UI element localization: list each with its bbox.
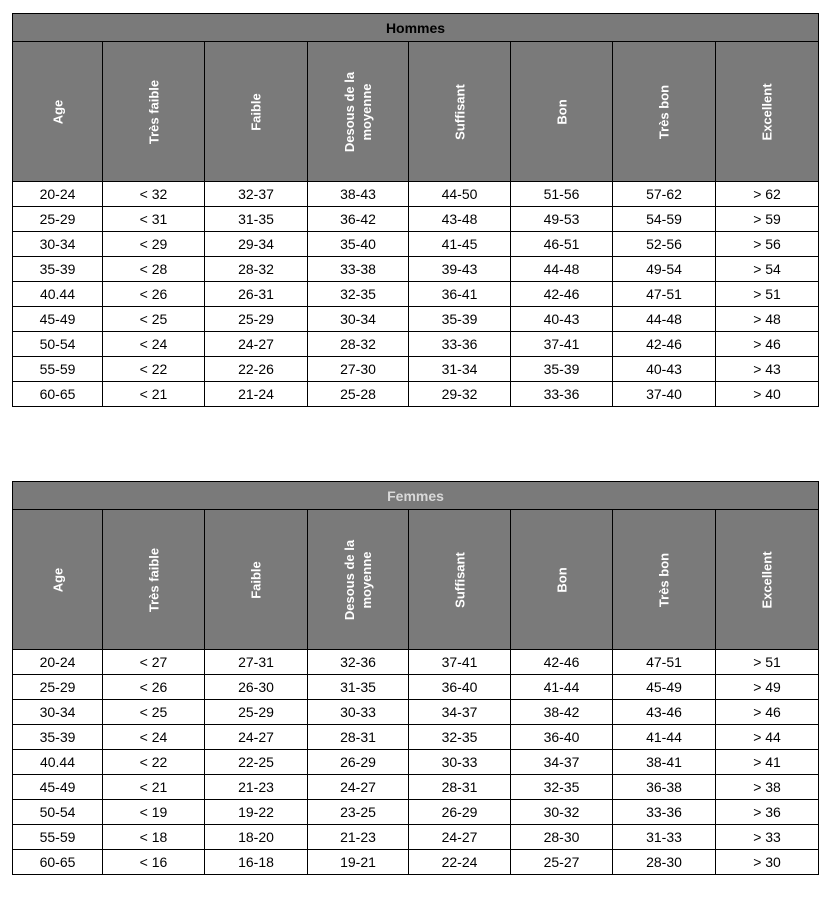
femmes-column-header-label: Excellent: [759, 550, 775, 609]
score-cell: 43-48: [409, 207, 511, 232]
score-cell: 37-41: [409, 650, 511, 675]
hommes-table: [12, 13, 819, 407]
table-row: [13, 382, 819, 407]
table-row: [13, 182, 819, 207]
femmes-column-header: [205, 510, 308, 650]
score-cell: 26-31: [205, 282, 308, 307]
hommes-column-header: [716, 42, 819, 182]
hommes-body: [13, 182, 819, 407]
age-cell: 55-59: [13, 357, 103, 382]
age-cell: 55-59: [13, 825, 103, 850]
table-row: [13, 850, 819, 875]
score-cell: 28-30: [613, 850, 716, 875]
score-cell: 42-46: [511, 650, 613, 675]
score-cell: > 54: [716, 257, 819, 282]
score-cell: 37-40: [613, 382, 716, 407]
table-row: [13, 207, 819, 232]
femmes-column-header: [613, 510, 716, 650]
score-cell: 41-45: [409, 232, 511, 257]
hommes-column-header-label: Faible: [248, 92, 264, 131]
score-cell: 22-24: [409, 850, 511, 875]
age-cell: 25-29: [13, 207, 103, 232]
age-cell: 40.44: [13, 282, 103, 307]
score-cell: > 38: [716, 775, 819, 800]
table-row: [13, 357, 819, 382]
score-cell: 32-35: [511, 775, 613, 800]
femmes-column-header: [308, 510, 409, 650]
score-cell: < 24: [103, 725, 205, 750]
score-cell: 28-32: [308, 332, 409, 357]
score-cell: 21-24: [205, 382, 308, 407]
score-cell: < 21: [103, 775, 205, 800]
score-cell: > 46: [716, 332, 819, 357]
femmes-column-header-label: Suffisant: [452, 551, 467, 608]
femmes-column-header-label: Age: [50, 567, 65, 592]
score-cell: 21-23: [205, 775, 308, 800]
score-cell: < 24: [103, 332, 205, 357]
score-cell: 34-37: [511, 750, 613, 775]
score-cell: 40-43: [511, 307, 613, 332]
score-cell: 27-31: [205, 650, 308, 675]
score-cell: 40-43: [613, 357, 716, 382]
score-cell: 19-22: [205, 800, 308, 825]
age-cell: 30-34: [13, 700, 103, 725]
age-cell: 40.44: [13, 750, 103, 775]
score-cell: 33-38: [308, 257, 409, 282]
table-row: [13, 282, 819, 307]
score-cell: 25-29: [205, 307, 308, 332]
score-cell: 46-51: [511, 232, 613, 257]
table-row: [13, 775, 819, 800]
age-cell: 60-65: [13, 382, 103, 407]
score-cell: 41-44: [613, 725, 716, 750]
hommes-column-header: [205, 42, 308, 182]
femmes-column-header-label: Bon: [554, 566, 569, 593]
score-cell: < 27: [103, 650, 205, 675]
hommes-header-row: [13, 42, 819, 182]
score-cell: 35-39: [511, 357, 613, 382]
score-cell: > 51: [716, 282, 819, 307]
age-cell: 35-39: [13, 257, 103, 282]
score-cell: 28-31: [308, 725, 409, 750]
score-cell: > 56: [716, 232, 819, 257]
score-cell: 19-21: [308, 850, 409, 875]
score-cell: 25-29: [205, 700, 308, 725]
age-cell: 50-54: [13, 332, 103, 357]
hommes-column-header-label: Bon: [554, 98, 569, 125]
score-cell: 32-35: [409, 725, 511, 750]
table-row: [13, 825, 819, 850]
score-cell: 35-39: [409, 307, 511, 332]
hommes-column-header: [13, 42, 103, 182]
score-cell: 42-46: [613, 332, 716, 357]
table-row: [13, 332, 819, 357]
score-cell: < 22: [103, 750, 205, 775]
score-cell: 22-25: [205, 750, 308, 775]
hommes-column-header-label: Age: [50, 99, 65, 124]
table-row: [13, 800, 819, 825]
score-cell: < 25: [103, 307, 205, 332]
score-cell: 44-50: [409, 182, 511, 207]
score-cell: 32-35: [308, 282, 409, 307]
score-cell: < 19: [103, 800, 205, 825]
age-cell: 20-24: [13, 650, 103, 675]
score-cell: 31-35: [308, 675, 409, 700]
table-row: [13, 750, 819, 775]
score-cell: 30-34: [308, 307, 409, 332]
score-cell: 26-29: [409, 800, 511, 825]
score-cell: 31-33: [613, 825, 716, 850]
score-cell: > 30: [716, 850, 819, 875]
score-cell: > 51: [716, 650, 819, 675]
femmes-header-row: [13, 510, 819, 650]
score-cell: 36-41: [409, 282, 511, 307]
score-cell: > 48: [716, 307, 819, 332]
score-cell: < 29: [103, 232, 205, 257]
femmes-body: [13, 650, 819, 875]
score-cell: 31-35: [205, 207, 308, 232]
femmes-column-header-label: Faible: [248, 560, 264, 599]
femmes-column-header-label: Desous de la moyenne: [342, 539, 374, 620]
score-cell: > 33: [716, 825, 819, 850]
score-cell: 38-42: [511, 700, 613, 725]
score-cell: < 32: [103, 182, 205, 207]
femmes-column-header: [409, 510, 511, 650]
score-cell: 28-31: [409, 775, 511, 800]
age-cell: 45-49: [13, 307, 103, 332]
score-cell: 16-18: [205, 850, 308, 875]
table-row: [13, 307, 819, 332]
score-cell: 43-46: [613, 700, 716, 725]
score-cell: 36-38: [613, 775, 716, 800]
score-cell: < 28: [103, 257, 205, 282]
score-cell: 44-48: [511, 257, 613, 282]
score-cell: < 25: [103, 700, 205, 725]
score-cell: 18-20: [205, 825, 308, 850]
score-cell: 41-44: [511, 675, 613, 700]
score-cell: 44-48: [613, 307, 716, 332]
score-cell: 33-36: [613, 800, 716, 825]
score-cell: 22-26: [205, 357, 308, 382]
score-cell: 33-36: [409, 332, 511, 357]
age-cell: 20-24: [13, 182, 103, 207]
score-cell: 49-54: [613, 257, 716, 282]
score-cell: > 59: [716, 207, 819, 232]
femmes-column-header: [511, 510, 613, 650]
score-cell: 24-27: [205, 725, 308, 750]
score-cell: 38-43: [308, 182, 409, 207]
femmes-title: Femmes: [13, 482, 819, 510]
score-cell: 31-34: [409, 357, 511, 382]
score-cell: 32-36: [308, 650, 409, 675]
score-cell: 37-41: [511, 332, 613, 357]
score-cell: < 16: [103, 850, 205, 875]
score-cell: 42-46: [511, 282, 613, 307]
table-row: [13, 725, 819, 750]
score-cell: < 21: [103, 382, 205, 407]
score-cell: 47-51: [613, 282, 716, 307]
score-cell: 39-43: [409, 257, 511, 282]
hommes-column-header-label: Très bon: [656, 84, 672, 139]
score-cell: 25-28: [308, 382, 409, 407]
score-cell: < 22: [103, 357, 205, 382]
femmes-column-header: [103, 510, 205, 650]
score-cell: 34-37: [409, 700, 511, 725]
table-row: [13, 232, 819, 257]
score-cell: 57-62: [613, 182, 716, 207]
age-cell: 35-39: [13, 725, 103, 750]
score-cell: 30-32: [511, 800, 613, 825]
hommes-column-header: [613, 42, 716, 182]
score-cell: 51-56: [511, 182, 613, 207]
score-cell: 30-33: [308, 700, 409, 725]
score-cell: 45-49: [613, 675, 716, 700]
score-cell: 33-36: [511, 382, 613, 407]
femmes-column-header: [13, 510, 103, 650]
score-cell: < 31: [103, 207, 205, 232]
age-cell: 30-34: [13, 232, 103, 257]
score-cell: 47-51: [613, 650, 716, 675]
score-cell: > 49: [716, 675, 819, 700]
score-cell: 36-40: [409, 675, 511, 700]
hommes-column-header: [409, 42, 511, 182]
table-row: [13, 257, 819, 282]
hommes-column-header-label: Très faible: [146, 79, 161, 144]
score-cell: 49-53: [511, 207, 613, 232]
score-cell: 28-32: [205, 257, 308, 282]
score-cell: > 41: [716, 750, 819, 775]
score-cell: 24-27: [205, 332, 308, 357]
hommes-title: Hommes: [13, 14, 819, 42]
hommes-column-header-label: Suffisant: [452, 83, 467, 140]
hommes-column-header-label: Excellent: [759, 82, 775, 141]
score-cell: 35-40: [308, 232, 409, 257]
hommes-column-header-label: Desous de la moyenne: [342, 71, 374, 152]
score-cell: < 26: [103, 675, 205, 700]
score-cell: 24-27: [308, 775, 409, 800]
score-cell: 29-34: [205, 232, 308, 257]
score-cell: > 62: [716, 182, 819, 207]
age-cell: 60-65: [13, 850, 103, 875]
score-cell: 23-25: [308, 800, 409, 825]
score-cell: > 36: [716, 800, 819, 825]
score-cell: 30-33: [409, 750, 511, 775]
table-row: [13, 700, 819, 725]
score-cell: 26-30: [205, 675, 308, 700]
age-cell: 45-49: [13, 775, 103, 800]
score-cell: > 43: [716, 357, 819, 382]
hommes-column-header: [511, 42, 613, 182]
score-cell: 32-37: [205, 182, 308, 207]
table-row: [13, 675, 819, 700]
score-cell: 26-29: [308, 750, 409, 775]
score-cell: 29-32: [409, 382, 511, 407]
score-cell: > 46: [716, 700, 819, 725]
score-cell: > 40: [716, 382, 819, 407]
score-cell: 28-30: [511, 825, 613, 850]
table-row: [13, 650, 819, 675]
score-cell: 54-59: [613, 207, 716, 232]
femmes-table: [12, 481, 819, 875]
femmes-column-header: [716, 510, 819, 650]
score-cell: 52-56: [613, 232, 716, 257]
score-cell: 38-41: [613, 750, 716, 775]
age-cell: 50-54: [13, 800, 103, 825]
score-cell: < 26: [103, 282, 205, 307]
score-cell: 24-27: [409, 825, 511, 850]
score-cell: 27-30: [308, 357, 409, 382]
femmes-column-header-label: Très bon: [656, 552, 672, 607]
score-cell: 36-40: [511, 725, 613, 750]
hommes-column-header: [103, 42, 205, 182]
hommes-column-header: [308, 42, 409, 182]
score-cell: 25-27: [511, 850, 613, 875]
score-cell: 36-42: [308, 207, 409, 232]
score-cell: 21-23: [308, 825, 409, 850]
femmes-column-header-label: Très faible: [146, 547, 161, 612]
score-cell: < 18: [103, 825, 205, 850]
score-cell: > 44: [716, 725, 819, 750]
age-cell: 25-29: [13, 675, 103, 700]
